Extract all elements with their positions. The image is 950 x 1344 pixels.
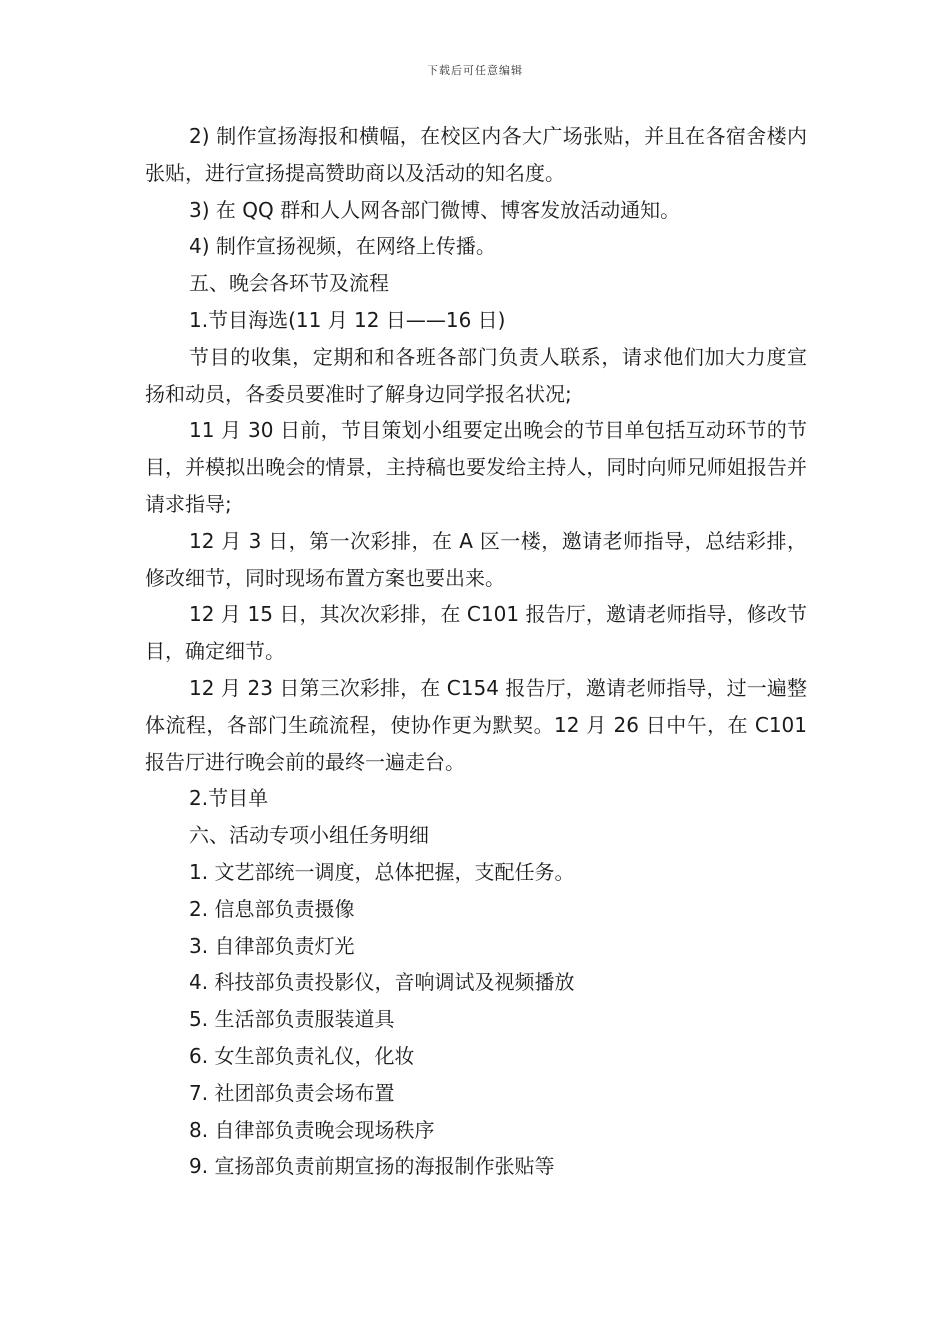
paragraph-dec3: 12 月 3 日，第一次彩排，在 A 区一楼，邀请老师指导，总结彩排，修改细节，同时现场布置方案也要出来。 [145, 528, 807, 590]
paragraph-promo-poster: 2) 制作宣扬海报和横幅，在校区内各大广场张贴，并且在各宿舍楼内张贴，进行宣扬提高赞助商以及活动的知名度。 [145, 124, 807, 185]
list-item: 6. 女生部负责礼仪，化妆 [189, 1043, 415, 1068]
subheading-program-list: 2.节目单 [189, 786, 269, 811]
list-item: 2. 信息部负责摄像 [189, 896, 355, 921]
list-item: 5. 生活部负责服装道具 [189, 1007, 395, 1032]
list-item: 4. 科技部负责投影仪，音响调试及视频播放 [189, 970, 575, 995]
paragraph-promo-qq: 3) 在 QQ 群和人人网各部门微博、博客发放活动通知。 [189, 197, 681, 222]
subheading-audition: 1.节目海选(11 月 12 日——16 日) [189, 307, 506, 332]
list-item: 7. 社团部负责会场布置 [189, 1080, 395, 1105]
list-item: 1. 文艺部统一调度，总体把握，支配任务。 [189, 859, 575, 884]
paragraph-nov30: 11 月 30 日前，节目策划小组要定出晚会的节目单包括互动环节的节目，并模拟出晚会的情景，主持稿也要发给主持人，同时向师兄师姐报告并请求指导; [145, 418, 807, 516]
paragraph-dec15: 12 月 15 日，其次次彩排，在 C101 报告厅，邀请老师指导，修改节目，确定细节。 [145, 602, 807, 664]
page-header: 下载后可任意编辑 [427, 64, 523, 77]
document-body [145, 118, 807, 1185]
section-heading-6: 六、活动专项小组任务明细 [189, 823, 429, 848]
section-heading-5: 五、晚会各环节及流程 [189, 271, 389, 296]
list-item: 9. 宣扬部负责前期宣扬的海报制作张贴等 [189, 1154, 555, 1179]
list-item: 3. 自律部负责灯光 [189, 933, 355, 958]
paragraph-collection: 节目的收集，定期和和各班各部门负责人联系，请求他们加大力度宣扬和动员，各委员要准时了解身边同学报名状况; [145, 344, 807, 406]
paragraph-promo-video: 4) 制作宣扬视频，在网络上传播。 [189, 234, 496, 259]
paragraph-dec23: 12 月 23 日第三次彩排，在 C154 报告厅，邀请老师指导，过一遍整体流程，各部门生疏流程，使协作更为默契。12 月 26 日中午，在 C101 报告厅进行晚会前的最终一遍走台。 [145, 675, 807, 774]
list-item: 8. 自律部负责晚会现场秩序 [189, 1117, 435, 1142]
